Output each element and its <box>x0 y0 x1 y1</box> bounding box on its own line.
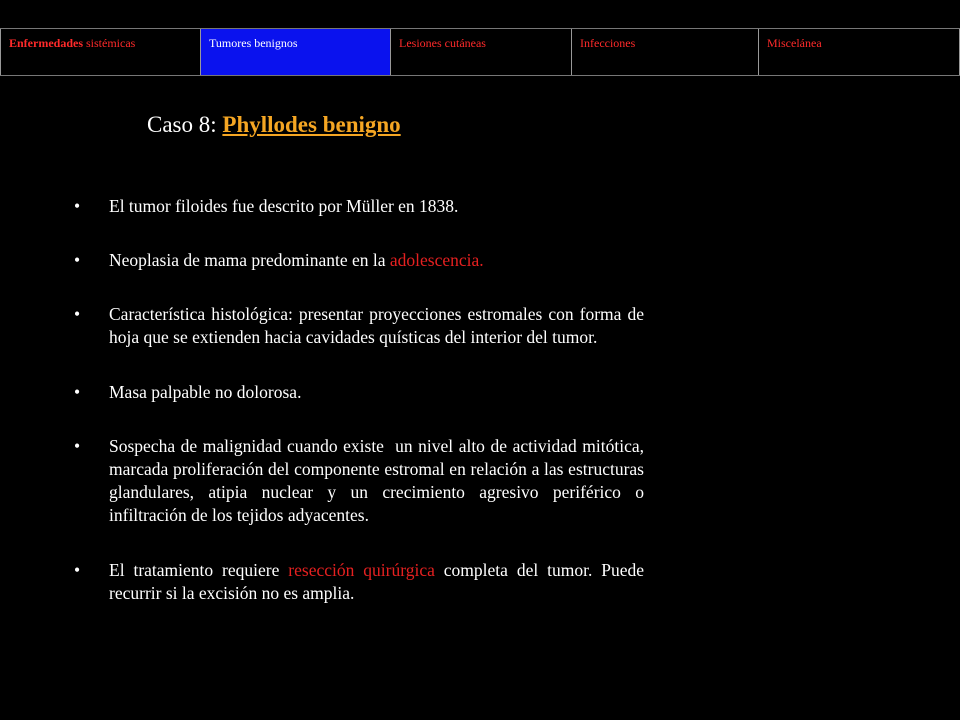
tab-enfermedades-sistemicas[interactable] <box>0 29 201 75</box>
bullet-item <box>72 249 644 272</box>
tab-infecciones[interactable]: Infecciones <box>572 29 759 75</box>
bullet-text-after: completa del tumor. Puede recurrir si la excisión no es amplia. <box>109 560 645 603</box>
top-navigation <box>0 28 960 76</box>
tab-miscelanea[interactable]: Miscelánea <box>759 29 960 75</box>
tab-tumores-benignos[interactable]: Tumores benignos <box>201 29 391 75</box>
bullet-text: El tratamiento requiere <box>109 560 289 580</box>
title-link[interactable]: Phyllodes benigno <box>222 112 401 137</box>
bullet-text: Neoplasia de mama predominante en la <box>109 250 390 270</box>
tab-label-rest: sistémicas <box>83 36 136 50</box>
bullet-list <box>72 195 649 605</box>
title-prefix: Caso 8: <box>147 112 223 137</box>
bullet-item: • Masa palpable no dolorosa. <box>72 381 644 404</box>
bullet-item: • Sospecha de malignidad cuando existe un nivel alto de actividad mitótica, marcada proliferación del componente estromal en relación a las estructuras glandulares, atipia nuclear y un crecimiento agresivo periférico o infiltración de los tejidos adyacentes. <box>72 435 644 527</box>
bullet-highlight: resección quirúrgica <box>288 560 435 580</box>
bullet-highlight: adolescencia. <box>389 250 484 270</box>
tab-lesiones-cutaneas[interactable]: Lesiones cutáneas <box>391 29 572 75</box>
bullet-item: • El tumor filoides fue descrito por Müller en 1838. <box>72 195 644 218</box>
bullet-item <box>72 559 644 605</box>
bullet-item: • Característica histológica: presentar proyecciones estromales con forma de hoja que se extienden hacia cavidades quísticas del interior del tumor. <box>72 303 644 349</box>
page-title <box>147 112 401 138</box>
tab-label-bold: Enfermedades <box>9 36 83 50</box>
